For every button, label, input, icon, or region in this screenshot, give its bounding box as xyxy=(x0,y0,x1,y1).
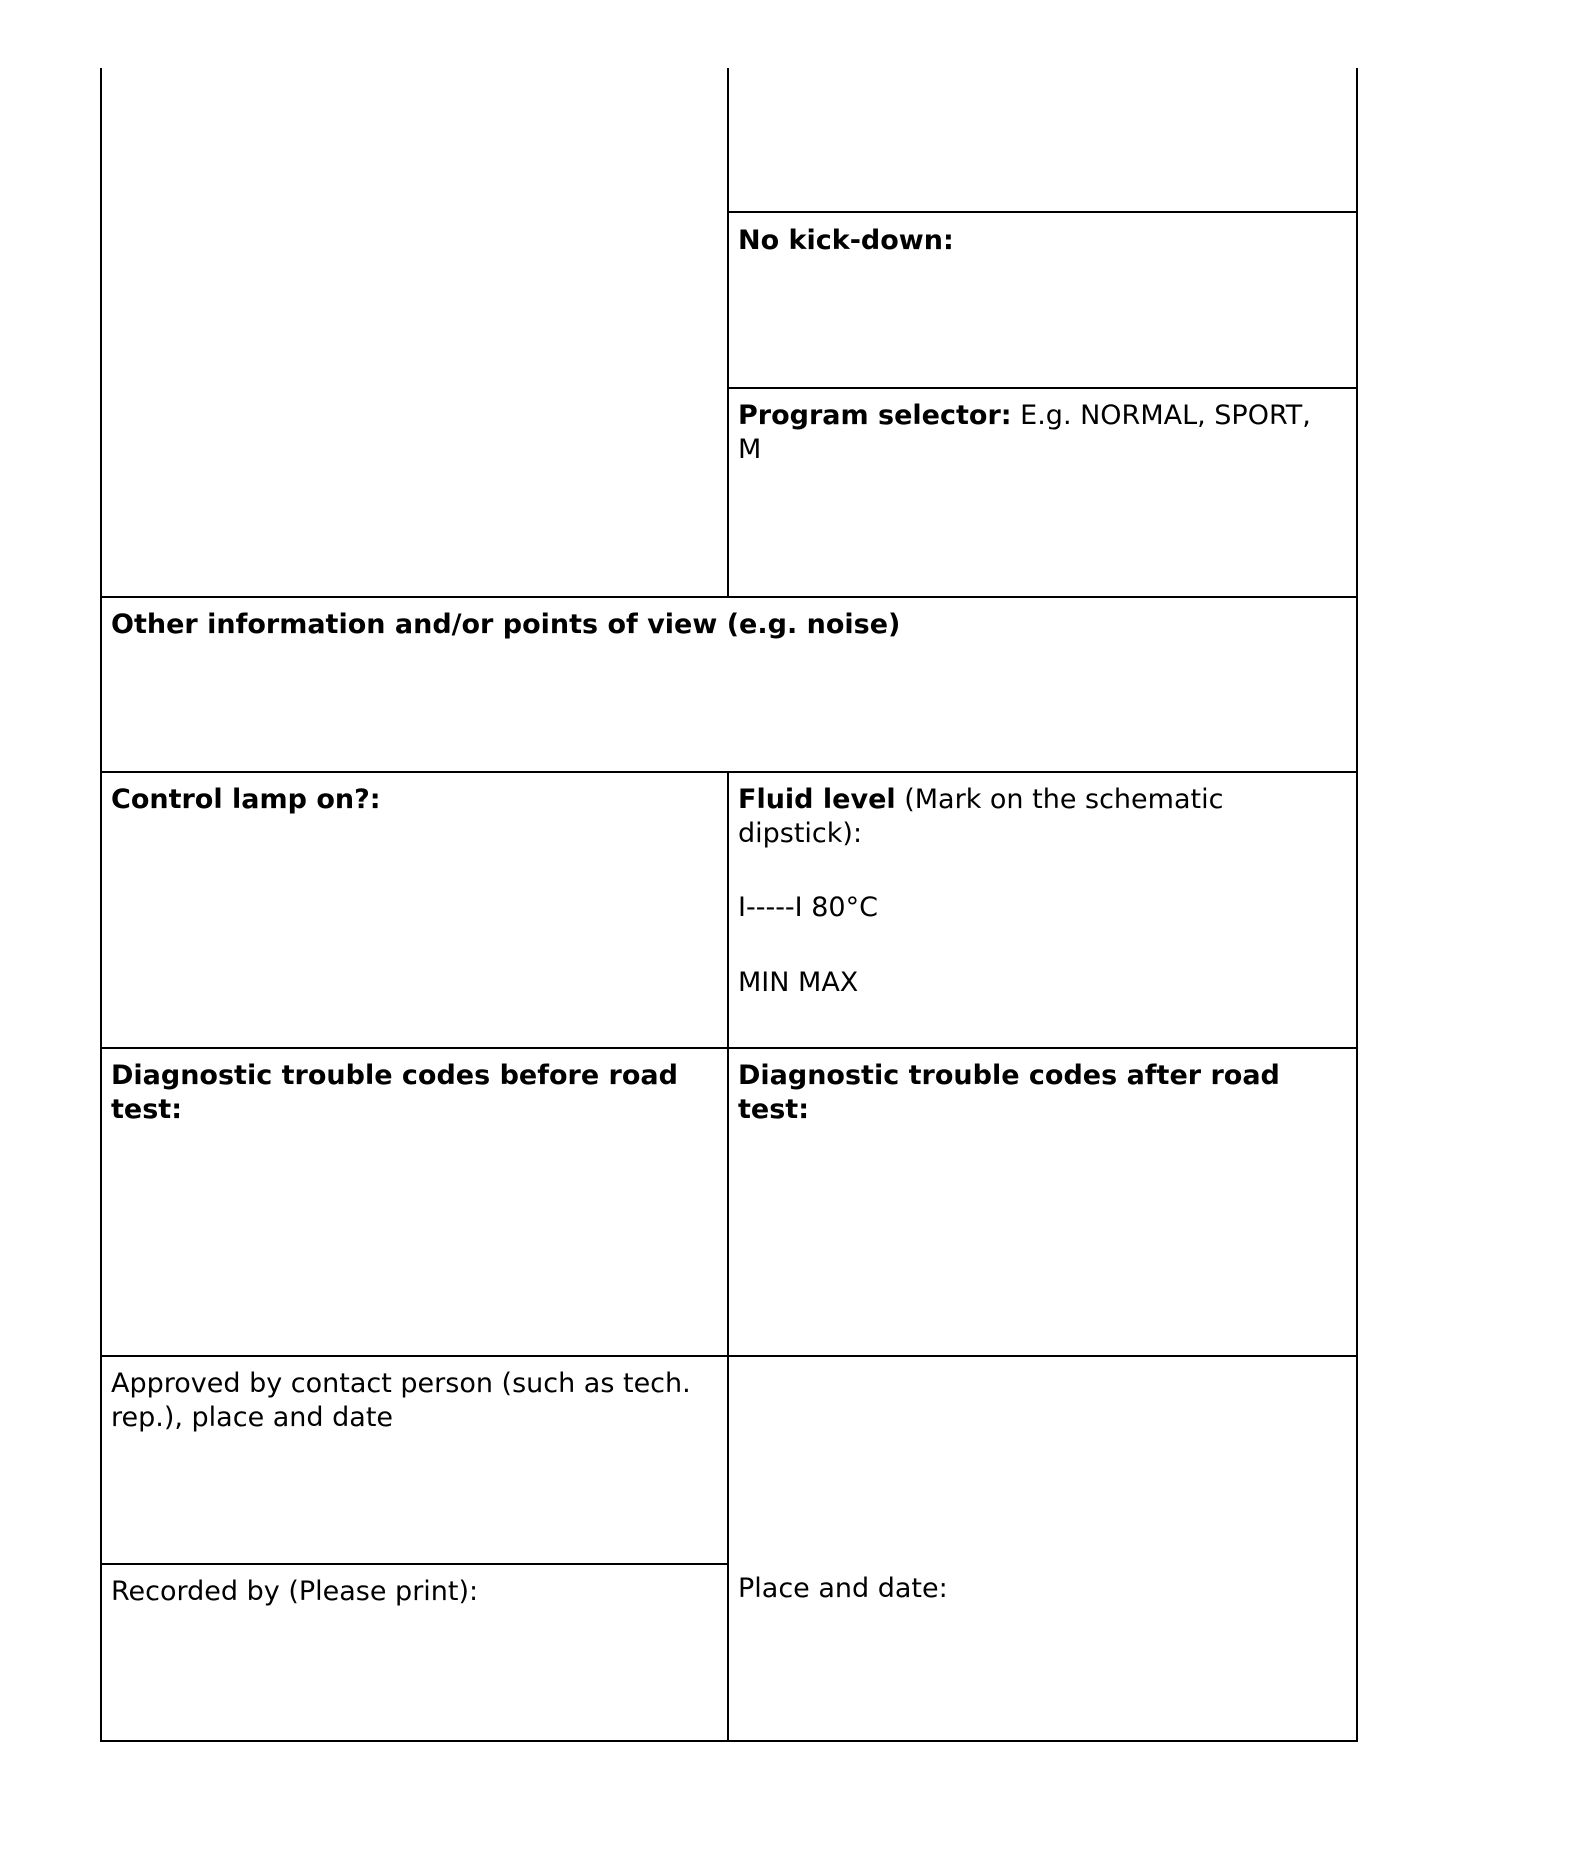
control-lamp-label: Control lamp on?: xyxy=(111,784,381,815)
middle-divider-lower xyxy=(727,772,729,1742)
dipstick-scale: I-----I 80°C xyxy=(738,892,878,923)
no-kick-down-label: No kick-down: xyxy=(738,225,954,256)
fluid-level-hint: (Mark on the schematic xyxy=(895,784,1224,815)
dtc-after-cell xyxy=(738,1059,1280,1127)
row-divider-dtc-top xyxy=(100,1047,1358,1049)
dipstick-min-max: MIN MAX xyxy=(738,967,859,998)
dtc-before-cell xyxy=(111,1059,678,1127)
place-and-date-cell xyxy=(738,1572,948,1606)
approved-by-cell xyxy=(111,1367,691,1435)
fluid-level-hint-continued: dipstick): xyxy=(738,818,863,849)
row-divider-recorded-by-top xyxy=(100,1563,729,1565)
row-divider-kick-down-top xyxy=(727,211,1358,213)
program-selector-example: E.g. NORMAL, SPORT, xyxy=(1011,400,1311,431)
row-divider-control-lamp-top xyxy=(100,771,1358,773)
approved-by-line-1: Approved by contact person (such as tech. xyxy=(111,1368,691,1399)
middle-divider xyxy=(727,68,729,598)
control-lamp-cell xyxy=(111,783,381,817)
right-border xyxy=(1356,68,1358,1742)
table-bottom-border xyxy=(100,1740,1358,1742)
program-selector-cell xyxy=(738,399,1311,467)
left-border xyxy=(100,68,102,1742)
row-divider-approval-top xyxy=(100,1355,1358,1357)
dtc-before-label-line-1: Diagnostic trouble codes before road xyxy=(111,1060,678,1091)
dtc-after-label-line-1: Diagnostic trouble codes after road xyxy=(738,1060,1280,1091)
other-information-cell xyxy=(111,608,900,642)
fluid-level-cell xyxy=(738,783,1223,851)
place-and-date-label: Place and date: xyxy=(738,1573,948,1604)
other-information-label: Other information and/or points of view (e.g. noise) xyxy=(111,609,901,640)
fluid-level-line-1 xyxy=(738,783,1223,817)
recorded-by-label: Recorded by (Please print): xyxy=(111,1576,479,1607)
no-kick-down-cell xyxy=(738,224,954,258)
fluid-level-label: Fluid level xyxy=(738,784,896,815)
recorded-by-cell xyxy=(111,1575,478,1609)
row-divider-other-info-top xyxy=(100,596,1358,598)
approved-by-line-2: rep.), place and date xyxy=(111,1402,394,1433)
program-selector-example-continued: M xyxy=(738,434,762,465)
row-divider-program-selector-top xyxy=(727,387,1358,389)
program-selector-line-1 xyxy=(738,399,1311,433)
program-selector-label: Program selector: xyxy=(738,400,1012,431)
dtc-before-label-line-2: test: xyxy=(111,1094,182,1125)
dtc-after-label-line-2: test: xyxy=(738,1094,809,1125)
